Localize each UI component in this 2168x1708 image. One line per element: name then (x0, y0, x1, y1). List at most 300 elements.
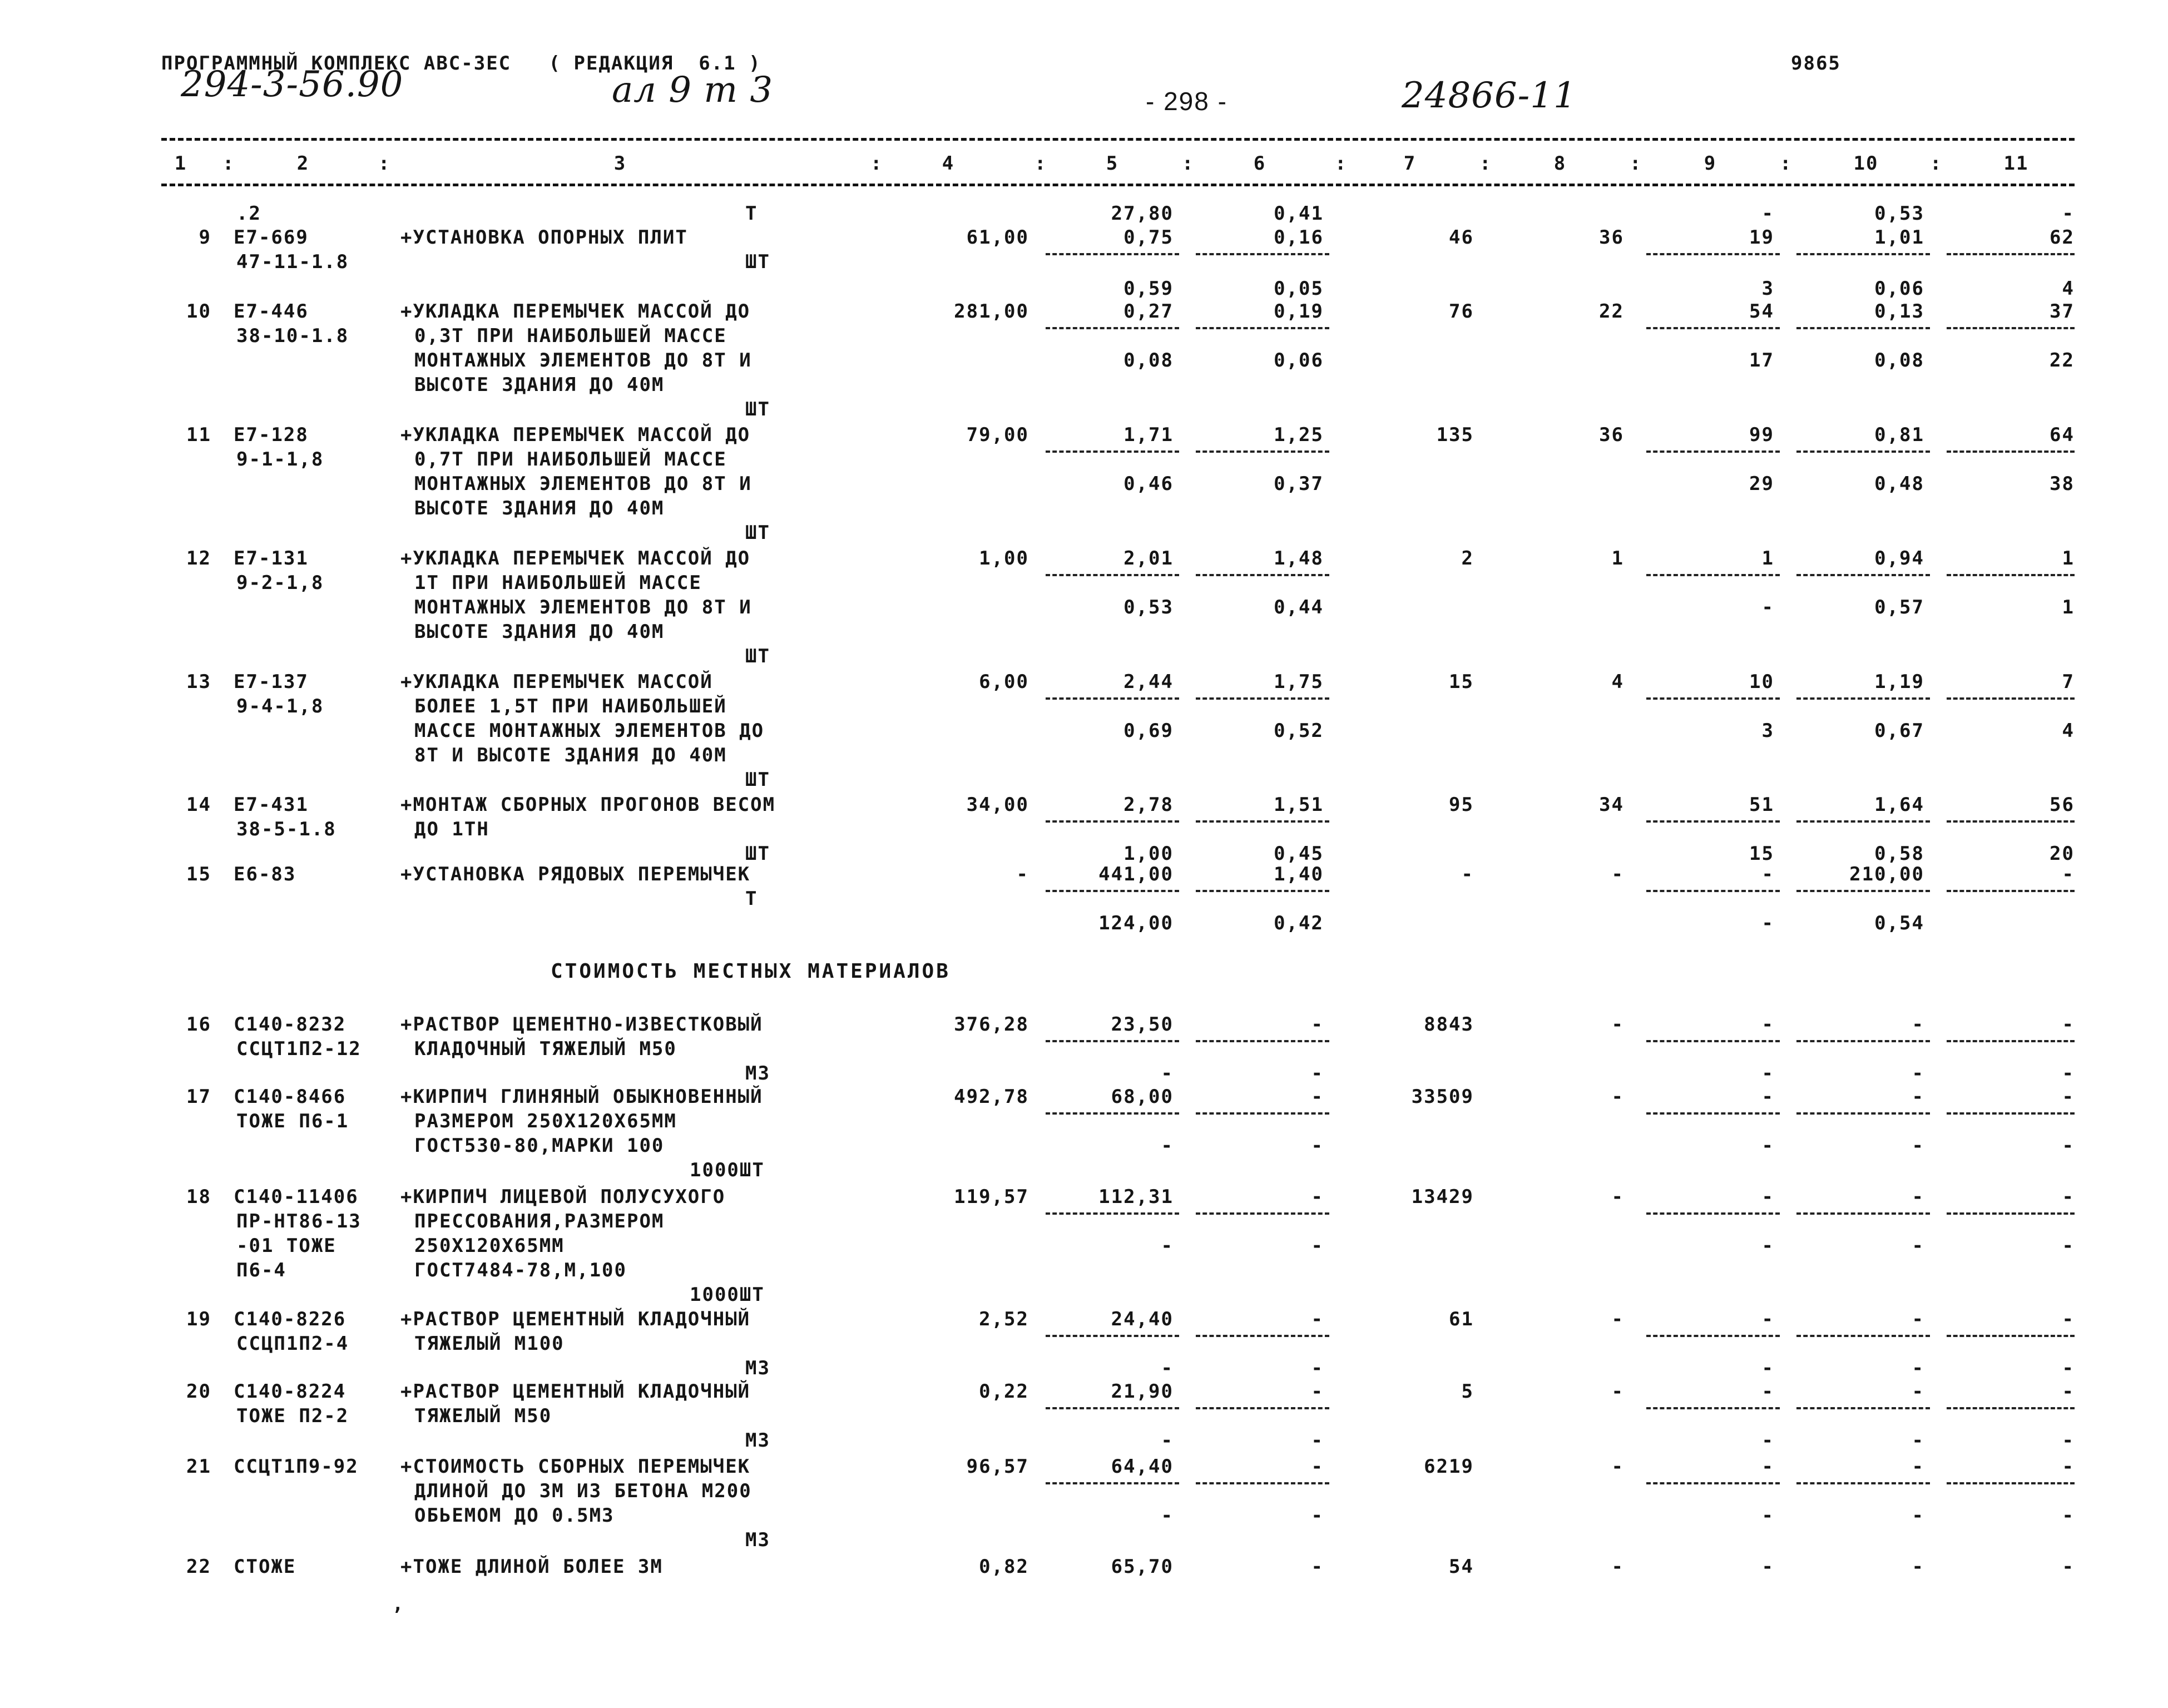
sub-value-c9: - (1761, 1429, 1774, 1452)
value-divider (1196, 450, 1329, 453)
value-c7: 54 (1449, 1556, 1474, 1578)
value-c7: 135 (1436, 424, 1474, 446)
value-divider (1947, 1040, 2075, 1042)
value-c10: - (1912, 1455, 1924, 1478)
value-divider (1196, 574, 1329, 576)
value-c9: - (1761, 863, 1774, 885)
work-description-line: +УСТАНОВКА ОПОРНЫХ ПЛИТ (400, 226, 688, 249)
row-number: 18 (186, 1186, 211, 1208)
value-c6: - (1311, 1455, 1324, 1478)
value-c10: - (1912, 1186, 1924, 1208)
material-description-line: ПРЕССОВАНИЯ,РАЗМЕРОМ (414, 1210, 665, 1232)
value-divider (1196, 890, 1329, 892)
value-c10: 0,94 (1874, 547, 1924, 570)
value-c8: - (1611, 863, 1624, 885)
value-divider (1796, 697, 1930, 700)
sub-value-c10: - (1912, 1135, 1924, 1157)
material-description-line: ТЯЖЕЛЫЙ М50 (414, 1405, 552, 1427)
value-divider (1947, 253, 2075, 255)
row-number: 19 (186, 1308, 211, 1330)
value-c6: - (1311, 1013, 1324, 1036)
sub-value-c9: - (1761, 1062, 1774, 1085)
value-c10: 1,64 (1874, 794, 1924, 816)
value-divider (1646, 890, 1780, 892)
value-c11: - (2062, 1013, 2075, 1036)
value-divider (1196, 1407, 1329, 1409)
value-c6: - (1311, 1086, 1324, 1108)
value-divider (1796, 1335, 1930, 1337)
sub-value-c10: 0,58 (1874, 843, 1924, 865)
value-c6: - (1311, 1186, 1324, 1208)
sub-value-c5: - (1161, 1135, 1174, 1157)
sub-value-c5: 0,69 (1123, 720, 1174, 742)
work-description-line: ДО 1ТН (414, 818, 489, 840)
value-c10: - (1912, 1308, 1924, 1330)
value-divider (1796, 327, 1930, 329)
value-c5: 441,00 (1098, 863, 1174, 885)
sub-value-c9: - (1761, 1357, 1774, 1379)
value-c5: 68,00 (1111, 1086, 1174, 1108)
sub-value-c5: - (1161, 1429, 1174, 1452)
value-c8: 34 (1599, 794, 1624, 816)
sub-value-c11: 20 (2050, 843, 2075, 865)
work-description-line: +УКЛАДКА ПЕРЕМЫЧЕК МАССОЙ (400, 671, 713, 693)
value-c4: 1,00 (979, 547, 1029, 570)
col-sep: : (870, 152, 883, 175)
value-divider (1046, 574, 1179, 576)
value-divider (1796, 1407, 1930, 1409)
value-c8: 36 (1599, 226, 1624, 249)
value-c6: 1,25 (1274, 424, 1324, 446)
material-description-line: +КИРПИЧ ГЛИНЯНЫЙ ОБЫКНОВЕННЫЙ (400, 1086, 763, 1108)
unit-of-measure: 1000ШТ (690, 1284, 765, 1306)
value-divider (1947, 697, 2075, 700)
value-c11: 62 (2050, 226, 2075, 249)
value-divider (1646, 450, 1780, 453)
value-c7: 2 (1461, 547, 1474, 570)
col-10: 10 (1853, 152, 1879, 175)
norm-code: Е6-83 (234, 863, 296, 885)
value-divider (1947, 1482, 2075, 1484)
col-sep: : (222, 152, 235, 175)
sub-value-c10: - (1912, 1357, 1924, 1379)
value-c8: - (1611, 1086, 1624, 1108)
value-c5: 65,70 (1111, 1556, 1174, 1578)
value-c5: 1,71 (1123, 424, 1174, 446)
value-c6: 1,48 (1274, 547, 1324, 570)
sub-value-c9: - (1761, 912, 1774, 934)
header-top-rule (161, 138, 2075, 141)
unit-of-measure: Т (745, 888, 758, 910)
value-c7: - (1461, 863, 1474, 885)
sub-value-c11: - (2062, 1429, 2075, 1452)
value-c11: - (2062, 1380, 2075, 1403)
sub-value-c11: 38 (2050, 473, 2075, 495)
value-c4: 0,22 (979, 1380, 1029, 1403)
sub-value-c5: 1,00 (1123, 843, 1174, 865)
value-divider (1947, 1335, 2075, 1337)
value-c11: - (2062, 1455, 2075, 1478)
value-c8: 1 (1611, 547, 1624, 570)
material-description-line: РАЗМЕРОМ 250Х120Х65ММ (414, 1110, 677, 1132)
norm-code: Е7-669 (234, 226, 309, 249)
value-c5: 2,44 (1123, 671, 1174, 693)
material-description-line: ГОСТ530-80,МАРКИ 100 (414, 1135, 665, 1157)
value-divider (1046, 1482, 1179, 1484)
work-description-line: 8Т И ВЫСОТЕ ЗДАНИЯ ДО 40М (414, 744, 727, 766)
value-divider (1046, 1335, 1179, 1337)
sub-value-c5: - (1161, 1062, 1174, 1085)
document-number: 9865 (1791, 52, 1841, 75)
sub-value-c5: - (1161, 1504, 1174, 1527)
value-c10: - (1912, 1556, 1924, 1578)
sub-value-c10: 0,67 (1874, 720, 1924, 742)
value-c11: 7 (2062, 671, 2075, 693)
work-description-line: ВЫСОТЕ ЗДАНИЯ ДО 40М (414, 374, 665, 396)
sub-value-c5: - (1161, 1235, 1174, 1257)
value-c7: 95 (1449, 794, 1474, 816)
sub-value-c11: - (2062, 1357, 2075, 1379)
sub-value-c6: - (1311, 1429, 1324, 1452)
value-c6: 0,19 (1274, 300, 1324, 323)
col-sep: : (1034, 152, 1047, 175)
value-c9: 51 (1749, 794, 1774, 816)
value-divider (1947, 450, 2075, 453)
col-6: 6 (1253, 152, 1266, 175)
value-c11: 64 (2050, 424, 2075, 446)
col-9: 9 (1704, 152, 1717, 175)
sub-value-c10: - (1912, 1429, 1924, 1452)
value-c5: 112,31 (1098, 1186, 1174, 1208)
price-code-secondary: ССЦТ1П2-12 (236, 1038, 362, 1060)
value-c4: 119,57 (954, 1186, 1029, 1208)
value-c7: 6219 (1424, 1455, 1474, 1478)
sub-value-c11: 1 (2062, 596, 2075, 618)
work-description-line: МАССЕ МОНТАЖНЫХ ЭЛЕМЕНТОВ ДО (414, 720, 765, 742)
value-divider (1796, 574, 1930, 576)
carry-over-c10: 0,53 (1874, 202, 1924, 225)
sub-value-c9: 3 (1761, 720, 1774, 742)
col-sep: : (378, 152, 391, 175)
value-c4: 6,00 (979, 671, 1029, 693)
carry-over-c11: - (2062, 202, 2075, 225)
unit-of-measure: ШТ (745, 645, 770, 667)
value-c8: - (1611, 1556, 1624, 1578)
value-c6: 1,40 (1274, 863, 1324, 885)
value-c10: 1,01 (1874, 226, 1924, 249)
material-description-line: +КИРПИЧ ЛИЦЕВОЙ ПОЛУСУХОГО (400, 1186, 726, 1208)
value-c10: - (1912, 1086, 1924, 1108)
sub-value-c5: 0,53 (1123, 596, 1174, 618)
sub-value-c6: 0,52 (1274, 720, 1324, 742)
col-sep: : (1335, 152, 1348, 175)
work-description-line: МОНТАЖНЫХ ЭЛЕМЕНТОВ ДО 8Т И (414, 596, 752, 618)
value-c10: 1,19 (1874, 671, 1924, 693)
value-divider (1947, 1212, 2075, 1215)
value-c9: 54 (1749, 300, 1774, 323)
value-divider (1646, 1112, 1780, 1115)
sub-value-c9: - (1761, 1135, 1774, 1157)
value-c10: - (1912, 1380, 1924, 1403)
value-divider (1796, 1040, 1930, 1042)
unit-of-measure: ШТ (745, 769, 770, 791)
work-description-line: БОЛЕЕ 1,5Т ПРИ НАИБОЛЬШЕЙ (414, 695, 727, 717)
carry-over-c9: - (1761, 202, 1774, 225)
row-number: 13 (186, 671, 211, 693)
header-bottom-rule (161, 184, 2075, 186)
unit-of-measure: ШТ (745, 251, 770, 273)
sub-value-c9: - (1761, 1504, 1774, 1527)
value-c4: 281,00 (954, 300, 1029, 323)
value-c7: 33509 (1411, 1086, 1474, 1108)
value-divider (1646, 1482, 1780, 1484)
value-c4: 61,00 (966, 226, 1029, 249)
sub-value-c5: - (1161, 1357, 1174, 1379)
col-sep: : (1182, 152, 1195, 175)
norm-code-secondary: 47-11-1.8 (236, 251, 349, 273)
price-code-secondary: П6-4 (236, 1259, 286, 1281)
value-divider (1046, 697, 1179, 700)
value-divider (1796, 450, 1930, 453)
work-description-line: +УКЛАДКА ПЕРЕМЫЧЕК МАССОЙ ДО (400, 300, 751, 323)
sub-value-c11: 22 (2050, 349, 2075, 372)
sub-value-c9: 15 (1749, 843, 1774, 865)
material-description-line: ГОСТ7484-78,М,100 (414, 1259, 627, 1281)
value-c10: - (1912, 1013, 1924, 1036)
value-c7: 61 (1449, 1308, 1474, 1330)
col-sep: : (1780, 152, 1793, 175)
value-divider (1947, 327, 2075, 329)
value-divider (1796, 253, 1930, 255)
row-number: 12 (186, 547, 211, 570)
price-code-secondary: ПР-НТ86-13 (236, 1210, 362, 1232)
sub-value-c6: - (1311, 1504, 1324, 1527)
section-title: СТОИМОСТЬ МЕСТНЫХ МАТЕРИАЛОВ (551, 960, 951, 983)
norm-code-secondary: 9-1-1,8 (236, 448, 324, 471)
value-c8: - (1611, 1455, 1624, 1478)
value-divider (1046, 1212, 1179, 1215)
sub-value-c6: 0,45 (1274, 843, 1324, 865)
material-description-line: ДЛИНОЙ ДО 3М ИЗ БЕТОНА М200 (414, 1480, 752, 1502)
work-description-line: +УКЛАДКА ПЕРЕМЫЧЕК МАССОЙ ДО (400, 547, 751, 570)
unit-of-measure: М3 (745, 1062, 770, 1085)
value-c6: - (1311, 1556, 1324, 1578)
sub-value-c10: - (1912, 1504, 1924, 1527)
sub-value-c5: 0,08 (1123, 349, 1174, 372)
norm-code: Е7-431 (234, 794, 309, 816)
value-divider (1196, 1112, 1329, 1115)
material-description-line: +СТОИМОСТЬ СБОРНЫХ ПЕРЕМЫЧЕК (400, 1455, 751, 1478)
value-c7: 15 (1449, 671, 1474, 693)
col-3: 3 (613, 152, 627, 175)
value-divider (1046, 450, 1179, 453)
sub-value-c9: 17 (1749, 349, 1774, 372)
row-number: 10 (186, 300, 211, 323)
value-c9: - (1761, 1186, 1774, 1208)
value-c6: - (1311, 1380, 1324, 1403)
value-c5: 2,01 (1123, 547, 1174, 570)
value-c9: 19 (1749, 226, 1774, 249)
price-code: С140-8232 (234, 1013, 347, 1036)
value-c9: 10 (1749, 671, 1774, 693)
price-code: СТОЖЕ (234, 1556, 296, 1578)
material-description-line: +РАСТВОР ЦЕМЕНТНЫЙ КЛАДОЧНЫЙ (400, 1380, 751, 1403)
sub-value-c6: 0,06 (1274, 349, 1324, 372)
col-8: 8 (1553, 152, 1567, 175)
value-c5: 0,27 (1123, 300, 1174, 323)
value-divider (1947, 574, 2075, 576)
sub-value-c6: 0,44 (1274, 596, 1324, 618)
value-c11: - (2062, 1308, 2075, 1330)
value-divider (1646, 253, 1780, 255)
value-divider (1196, 820, 1329, 823)
value-divider (1947, 1407, 2075, 1409)
price-code: ССЦТ1П9-92 (234, 1455, 359, 1478)
value-c11: - (2062, 1186, 2075, 1208)
col-11: 11 (2003, 152, 2029, 175)
unit-of-measure: 1000ШТ (690, 1159, 765, 1181)
value-c9: - (1761, 1308, 1774, 1330)
price-code-secondary: ТОЖЕ П6-1 (236, 1110, 349, 1132)
value-c10: 210,00 (1849, 863, 1924, 885)
work-description-line: МОНТАЖНЫХ ЭЛЕМЕНТОВ ДО 8Т И (414, 473, 752, 495)
unit-of-measure: ШТ (745, 398, 770, 420)
col-4: 4 (942, 152, 955, 175)
value-c5: 21,90 (1111, 1380, 1174, 1403)
sub-value-c9: - (1761, 596, 1774, 618)
norm-code: Е7-137 (234, 671, 309, 693)
sub-value-c11: 4 (2062, 278, 2075, 300)
value-c6: 1,75 (1274, 671, 1324, 693)
sub-value-c6: - (1311, 1135, 1324, 1157)
price-code-secondary: ССЦП1П2-4 (236, 1333, 349, 1355)
sub-value-c10: 0,57 (1874, 596, 1924, 618)
price-code: С140-11406 (234, 1186, 359, 1208)
sub-value-c10: 0,54 (1874, 912, 1924, 934)
value-c9: - (1761, 1380, 1774, 1403)
sub-value-c6: - (1311, 1062, 1324, 1085)
value-c4: 96,57 (966, 1455, 1029, 1478)
value-c11: 1 (2062, 547, 2075, 570)
value-divider (1046, 890, 1179, 892)
price-code-secondary: -01 ТОЖЕ (236, 1235, 336, 1257)
value-divider (1046, 327, 1179, 329)
col-7: 7 (1403, 152, 1417, 175)
value-c8: 22 (1599, 300, 1624, 323)
work-description-line: МОНТАЖНЫХ ЭЛЕМЕНТОВ ДО 8Т И (414, 349, 752, 372)
sub-value-c9: 29 (1749, 473, 1774, 495)
value-c4: 376,28 (954, 1013, 1029, 1036)
col-sep: : (1479, 152, 1492, 175)
row-number: 22 (186, 1556, 211, 1578)
unit-of-measure: М3 (745, 1529, 770, 1551)
value-divider (1646, 1212, 1780, 1215)
sub-value-c10: 0,08 (1874, 349, 1924, 372)
col-5: 5 (1106, 152, 1119, 175)
value-divider (1646, 1335, 1780, 1337)
value-divider (1796, 890, 1930, 892)
value-divider (1046, 1040, 1179, 1042)
sub-value-c9: 3 (1761, 278, 1774, 300)
value-c4: 34,00 (966, 794, 1029, 816)
carry-over-mark: .2 (236, 202, 261, 225)
price-code: С140-8226 (234, 1308, 347, 1330)
value-divider (1947, 1112, 2075, 1115)
value-c10: 0,81 (1874, 424, 1924, 446)
value-c9: - (1761, 1556, 1774, 1578)
value-divider (1196, 253, 1329, 255)
carry-over-unit: Т (745, 202, 758, 225)
value-divider (1796, 1482, 1930, 1484)
work-description-line: ВЫСОТЕ ЗДАНИЯ ДО 40М (414, 621, 665, 643)
material-description-line: +РАСТВОР ЦЕМЕНТНО-ИЗВЕСТКОВЫЙ (400, 1013, 763, 1036)
value-c5: 2,78 (1123, 794, 1174, 816)
sub-value-c6: - (1311, 1357, 1324, 1379)
value-c6: - (1311, 1308, 1324, 1330)
value-divider (1046, 820, 1179, 823)
value-divider (1046, 253, 1179, 255)
value-c7: 13429 (1411, 1186, 1474, 1208)
value-c9: 1 (1761, 547, 1774, 570)
value-c4: 492,78 (954, 1086, 1029, 1108)
value-divider (1646, 574, 1780, 576)
norm-code-secondary: 38-10-1.8 (236, 325, 349, 347)
value-divider (1046, 1112, 1179, 1115)
unit-of-measure: М3 (745, 1357, 770, 1379)
value-c8: - (1611, 1308, 1624, 1330)
col-sep: : (1930, 152, 1943, 175)
sub-value-c9: - (1761, 1235, 1774, 1257)
row-number: 16 (186, 1013, 211, 1036)
value-c9: - (1761, 1086, 1774, 1108)
value-divider (1196, 1482, 1329, 1484)
value-c9: 99 (1749, 424, 1774, 446)
carry-over-c6: 0,41 (1274, 202, 1324, 225)
value-divider (1947, 820, 2075, 823)
value-divider (1196, 327, 1329, 329)
value-divider (1196, 697, 1329, 700)
col-2: 2 (296, 152, 310, 175)
col-1: 1 (174, 152, 187, 175)
value-c4: 79,00 (966, 424, 1029, 446)
norm-code: Е7-446 (234, 300, 309, 323)
value-divider (1646, 1407, 1780, 1409)
value-c7: 8843 (1424, 1013, 1474, 1036)
value-c4: 0,82 (979, 1556, 1029, 1578)
sub-value-c6: 0,42 (1274, 912, 1324, 934)
unit-of-measure: ШТ (745, 843, 770, 865)
sub-value-c5: 0,46 (1123, 473, 1174, 495)
value-c6: 0,16 (1274, 226, 1324, 249)
row-number: 17 (186, 1086, 211, 1108)
row-number: 9 (199, 226, 211, 249)
price-code: С140-8466 (234, 1086, 347, 1108)
price-code-secondary: ТОЖЕ П2-2 (236, 1405, 349, 1427)
value-divider (1196, 1212, 1329, 1215)
sub-value-c11: - (2062, 1235, 2075, 1257)
handwritten-code: 294-3-56.90 (181, 64, 404, 105)
handwritten-number: 24866-11 (1402, 75, 1577, 116)
price-code: С140-8224 (234, 1380, 347, 1403)
sub-value-c5: 124,00 (1098, 912, 1174, 934)
stray-mark: , (392, 1593, 405, 1615)
sub-value-c10: 0,48 (1874, 473, 1924, 495)
value-c7: 76 (1449, 300, 1474, 323)
value-divider (1796, 1212, 1930, 1215)
sub-value-c11: 4 (2062, 720, 2075, 742)
value-c11: 56 (2050, 794, 2075, 816)
value-c11: - (2062, 1086, 2075, 1108)
